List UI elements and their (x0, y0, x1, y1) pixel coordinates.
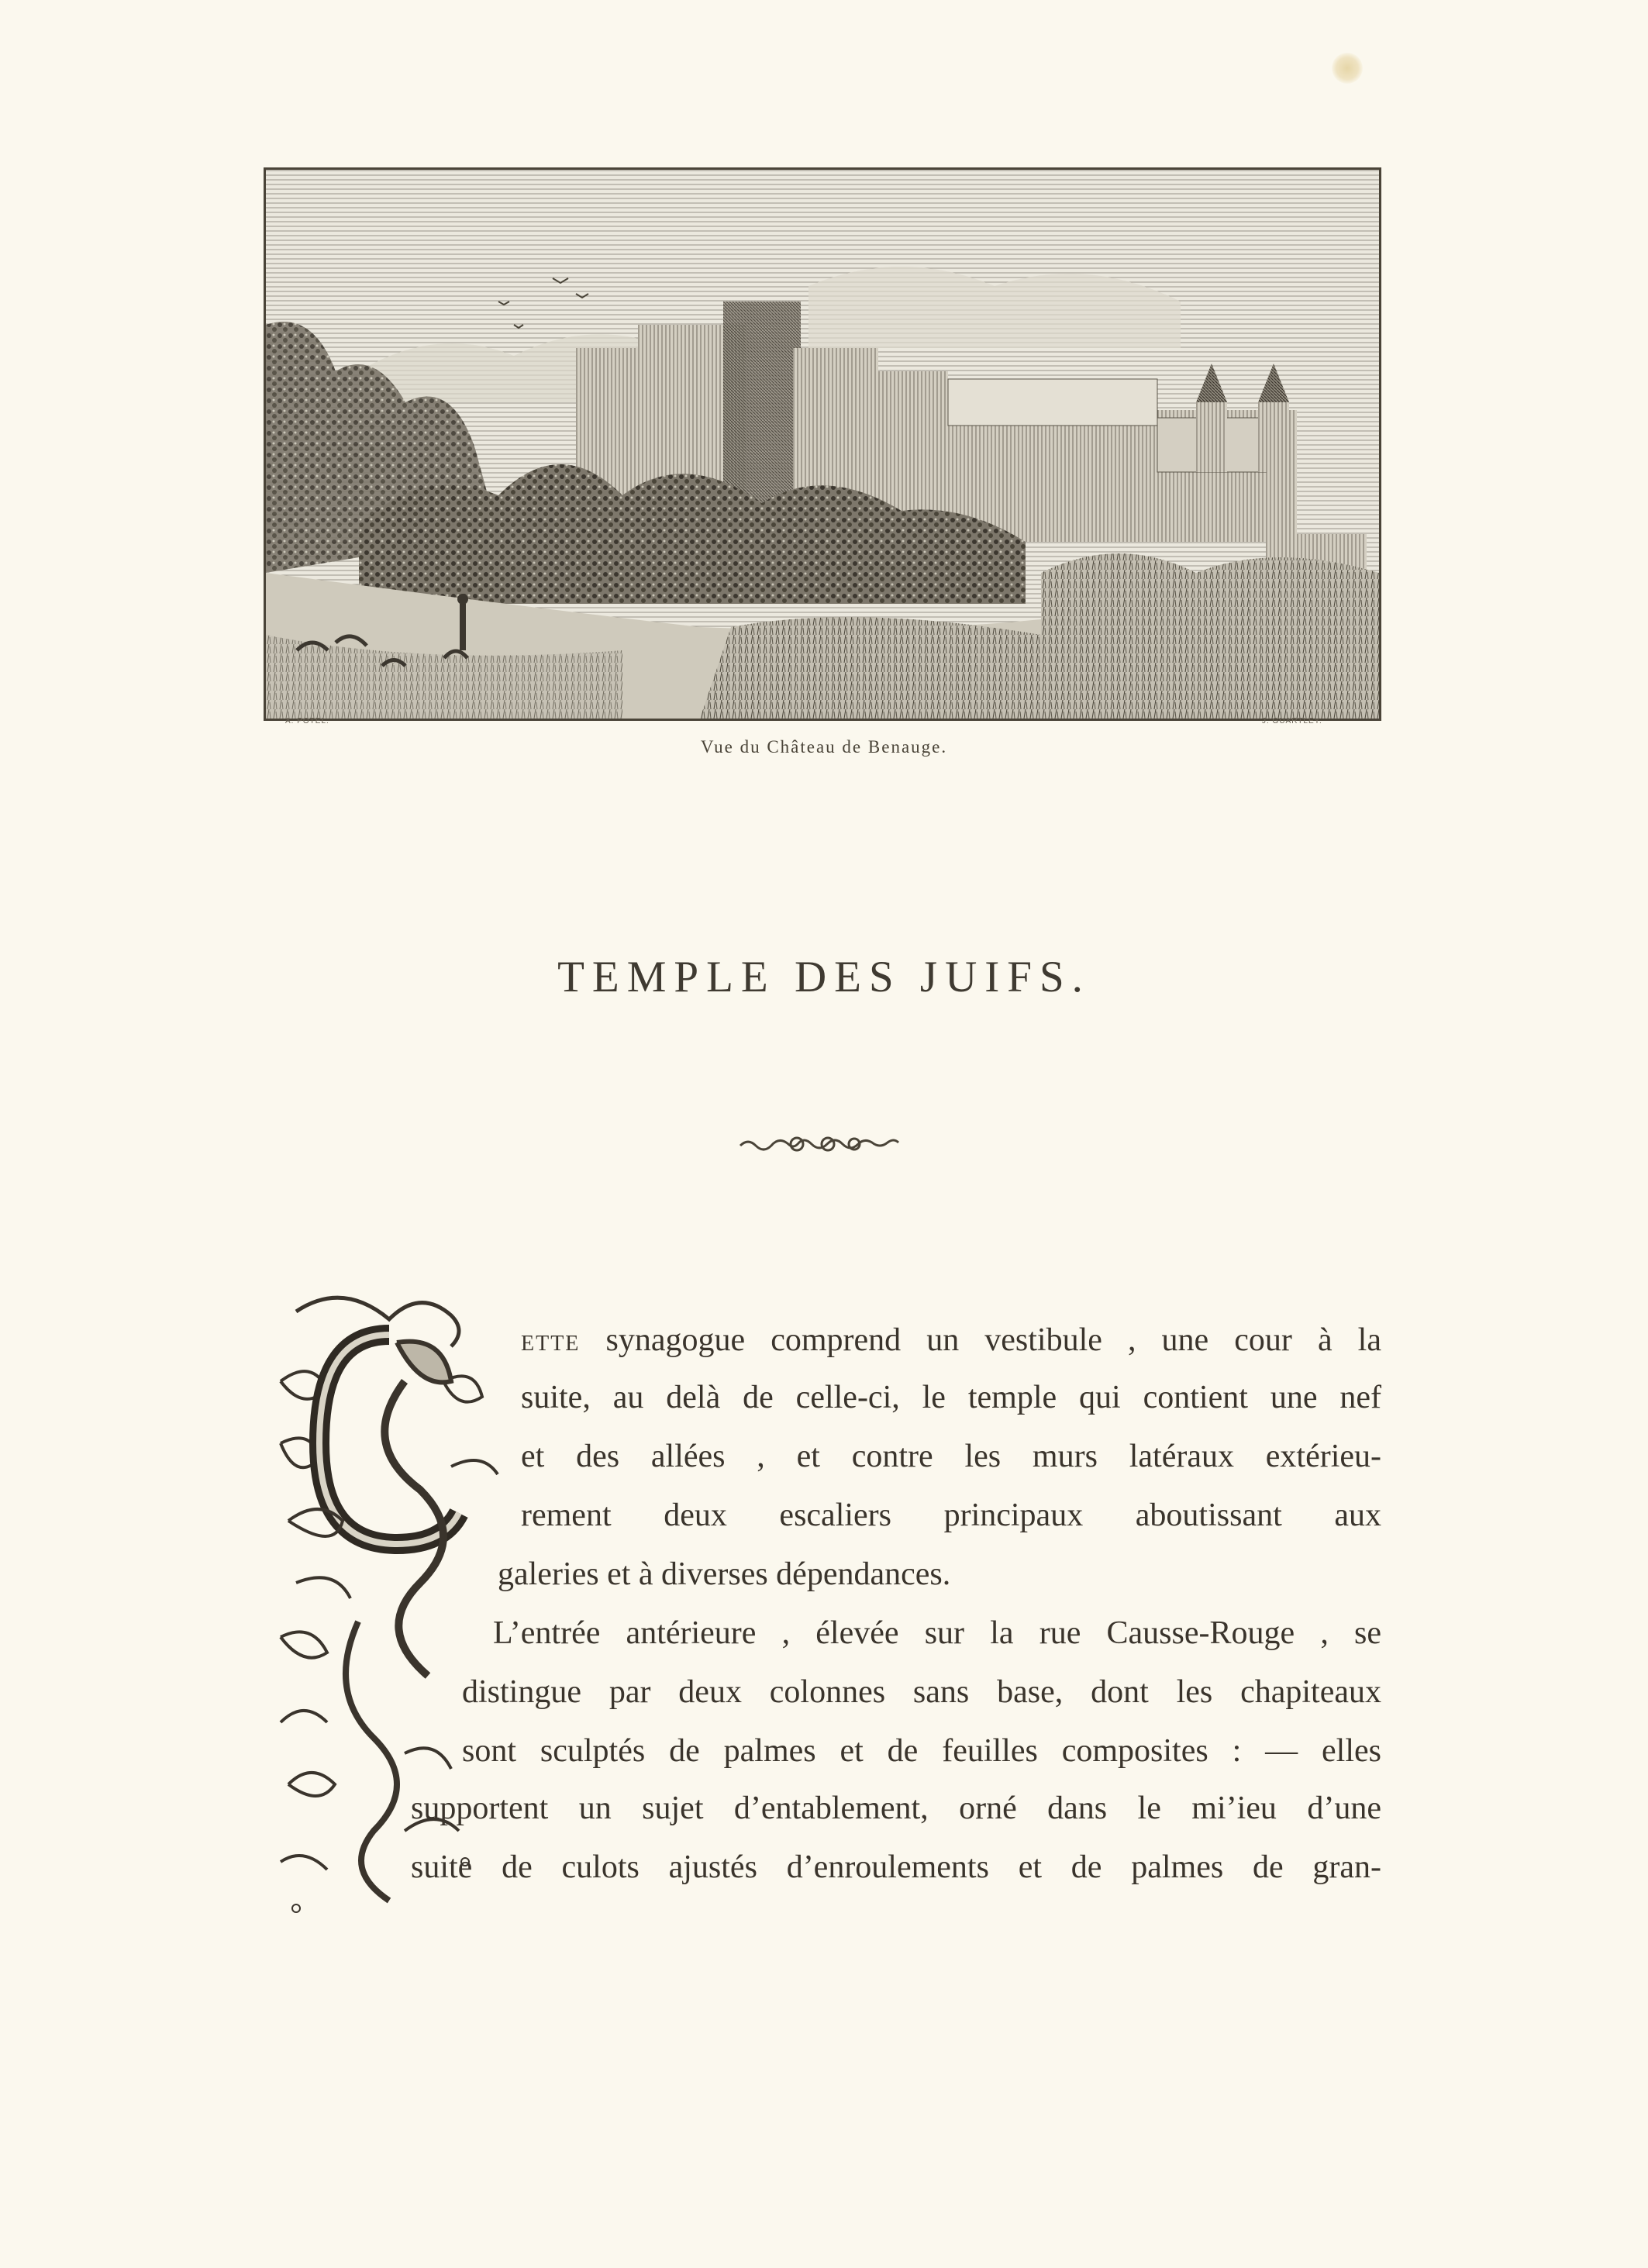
decorative-flourish (736, 1129, 915, 1160)
chapter-title: TEMPLE DES JUIFS. (557, 953, 1091, 1001)
engraving-illustration (266, 170, 1379, 719)
text-line-6: L’entrée antérieure , élevée sur la rue Causse-Rouge , se (493, 1615, 1381, 1651)
text-line-9: supportent un sujet d’entablement, orné dans le mi’ieu d’une (411, 1791, 1381, 1826)
text-line-2: suite, au delà de celle-ci, le temple qui contient une nef (521, 1380, 1381, 1415)
text-line-1 (521, 1324, 1381, 1356)
text-line-1-rest: synagogue comprend un vestibule , une cour à la (580, 1322, 1381, 1358)
text-line-10: suite de culots ajustés d’enroulements et de palmes de gran- (411, 1849, 1381, 1885)
text-line-8: sont sculptés de palmes et de feuilles composites : — elles (462, 1733, 1381, 1769)
engraving-chateau-de-benauge (264, 167, 1381, 721)
illustration-caption: Vue du Château de Benauge. (700, 737, 948, 757)
text-line-3: et des allées , et contre les murs latéraux extérieu- (521, 1439, 1381, 1474)
paper-stain (1332, 53, 1363, 84)
text-line-5: galeries et à diverses dépendances. (498, 1556, 951, 1592)
decorated-initial-c (265, 1288, 513, 1924)
engraver-credit-right: J. GUARTLEY. (1262, 717, 1322, 726)
text-line-7: distingue par deux colonnes sans base, dont les chapiteaux (462, 1674, 1381, 1710)
engraver-credit-left: A. POTEL. (285, 717, 329, 726)
drop-cap-lead: ETTE (521, 1332, 581, 1356)
text-line-4: rement deux escaliers principaux aboutissant aux (521, 1498, 1381, 1533)
